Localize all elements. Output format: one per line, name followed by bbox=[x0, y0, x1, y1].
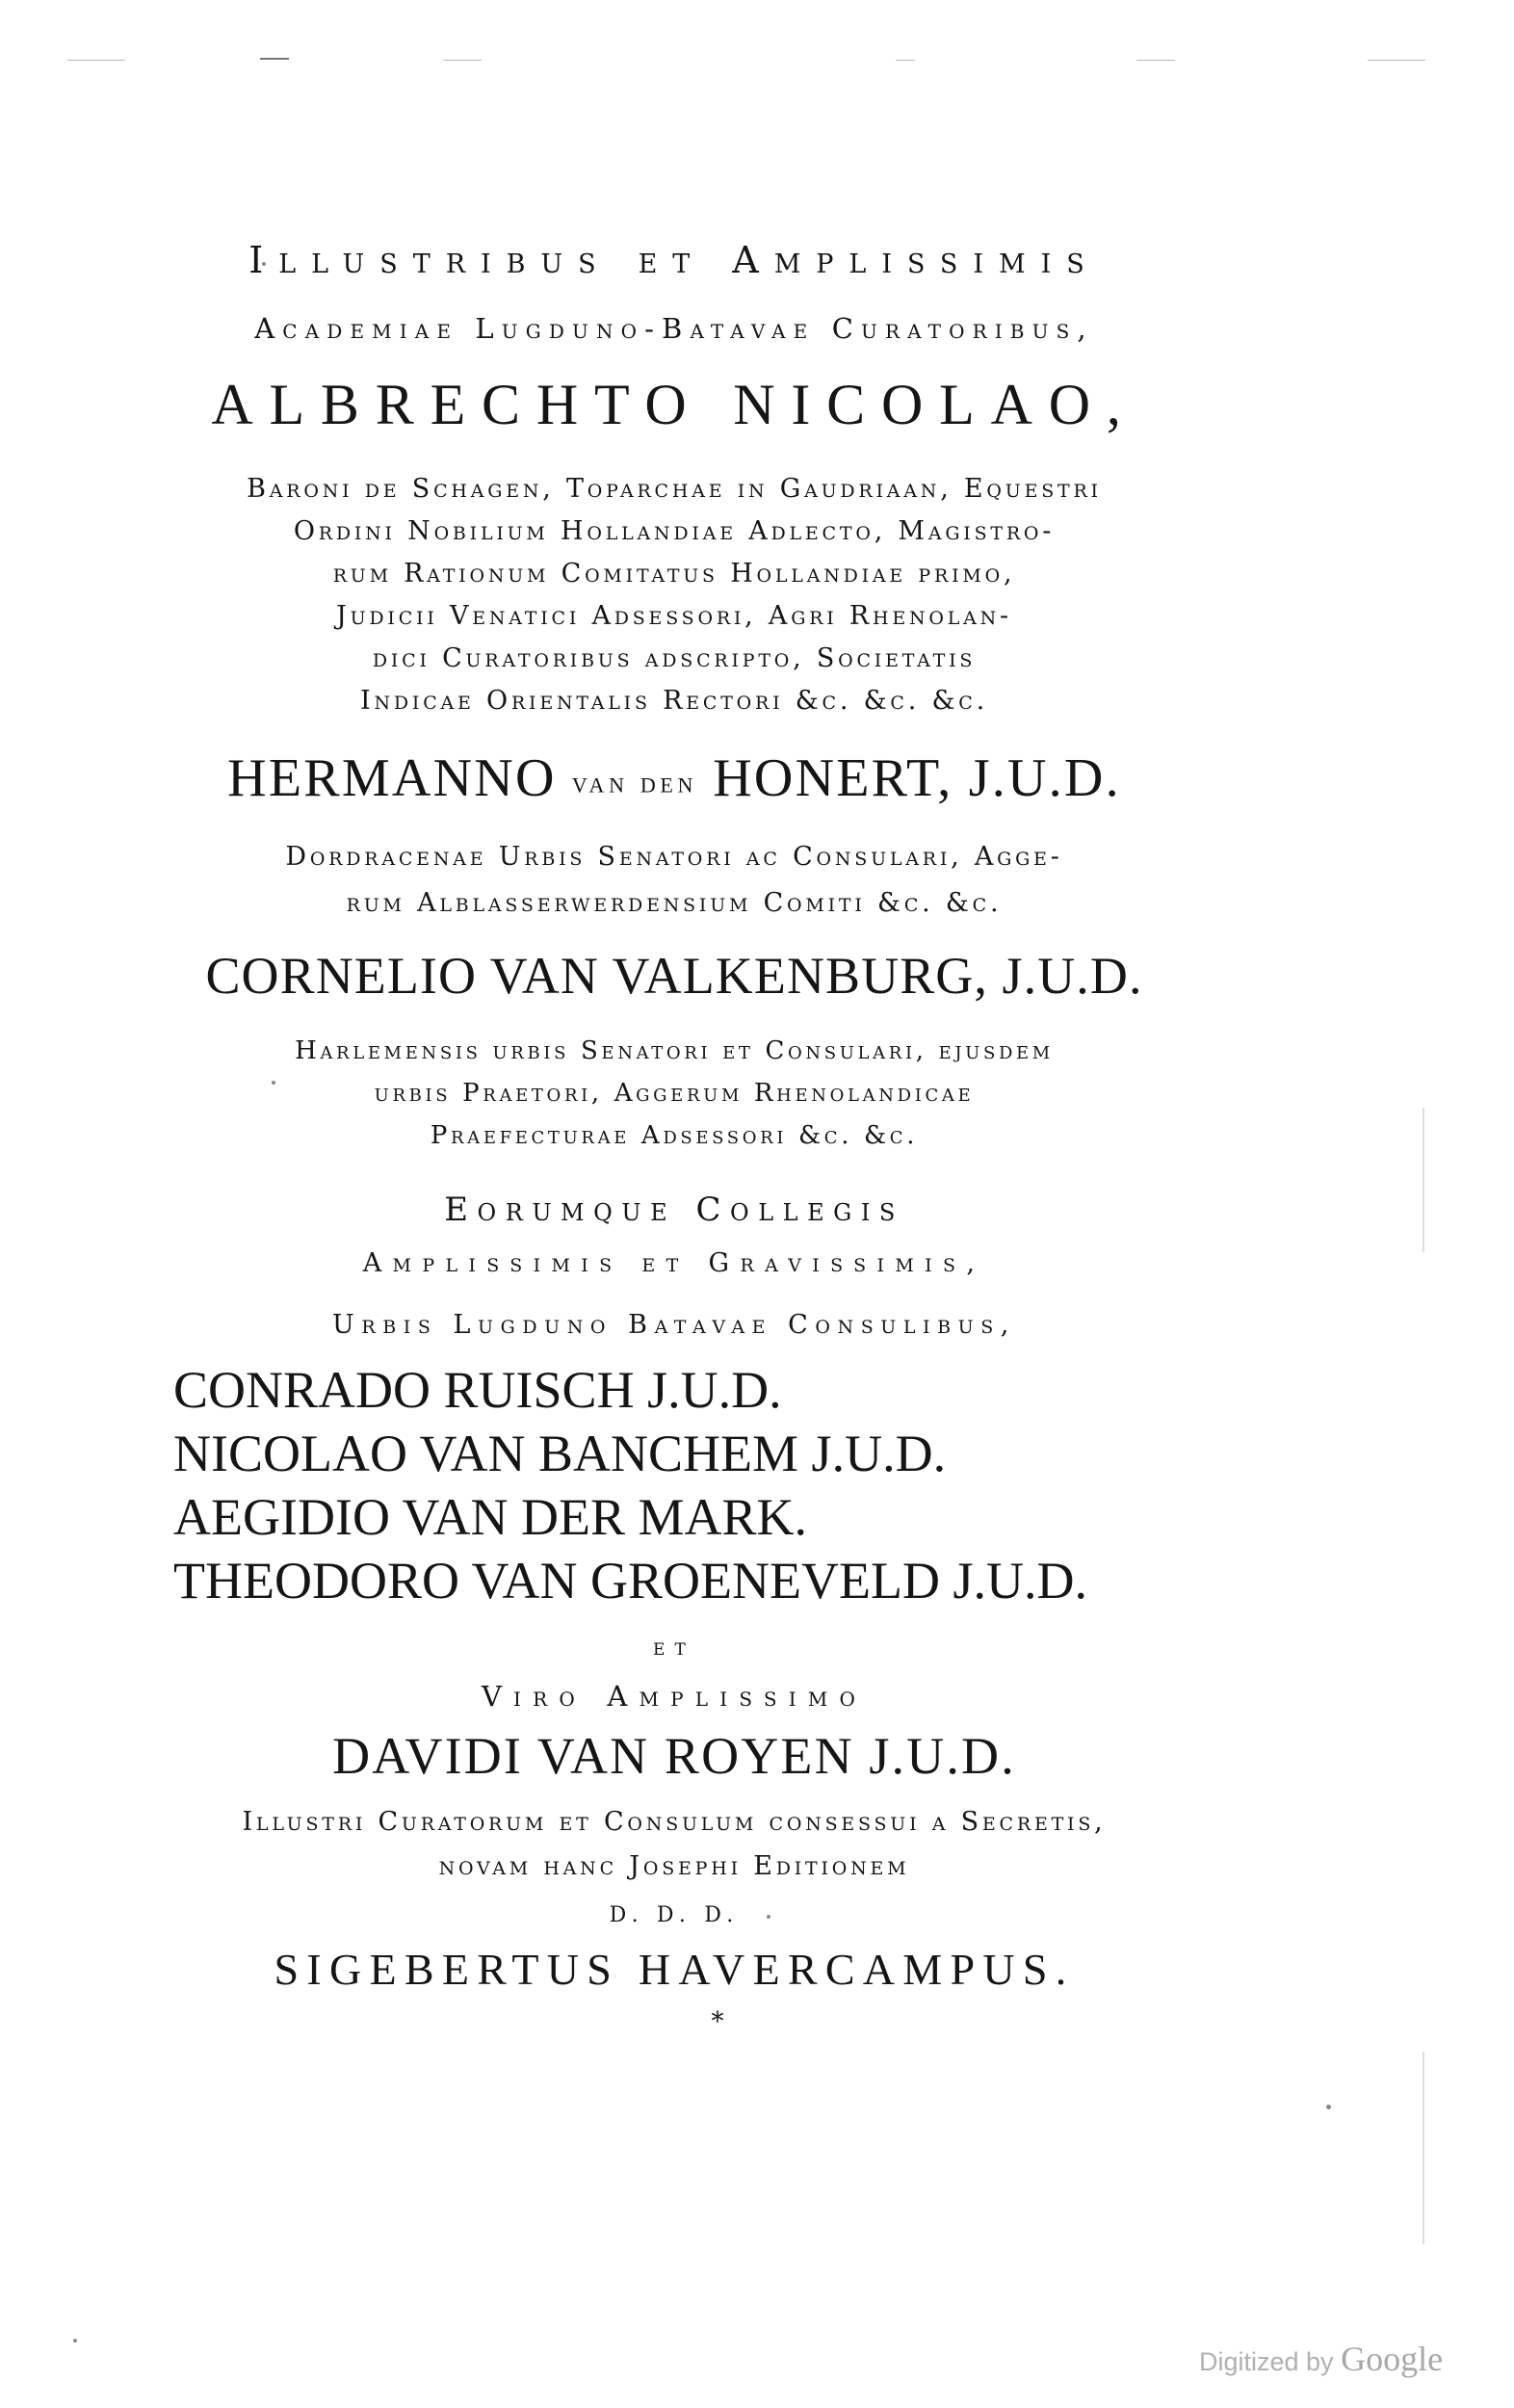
author-name: SIGEBERTUS HAVERCAMPUS. bbox=[274, 1945, 1075, 1994]
top-margin-mark bbox=[1368, 60, 1425, 61]
curator-2-name bbox=[135, 747, 1214, 809]
curator-2-name-first: HERMANNO bbox=[227, 748, 557, 808]
dedication-line-2: Academiae Lugduno-Batavae Curatoribus, bbox=[254, 312, 1094, 345]
ddd-line: D. D. D. bbox=[609, 1903, 740, 1927]
curator-3-name: CORNELIO VAN VALKENBURG, J.U.D. bbox=[205, 947, 1143, 1005]
curator-3-title-line: Praefecturae Adsessori &c. &c. bbox=[430, 1121, 919, 1150]
curator-1-title-line: Baroni de Schagen, Toparchae in Gaudriaan, Equestri bbox=[247, 474, 1102, 504]
colleagues-line-2: Amplissimis et Gravissimis, bbox=[362, 1248, 986, 1278]
watermark-prefix: Digitized by bbox=[1199, 2347, 1334, 2376]
secretary-title-line: Illustri Curatorum et Consulum consessui a Secretis, bbox=[242, 1807, 1107, 1837]
ink-speck bbox=[1326, 2105, 1331, 2109]
curator-2-title-line: Dordracenae Urbis Senatori ac Consulari, Agge- bbox=[285, 842, 1063, 872]
curator-1-title-line: rum Rationum Comitatus Hollandiae primo, bbox=[332, 559, 1016, 589]
top-margin-mark bbox=[260, 58, 289, 60]
top-margin-mark bbox=[443, 60, 482, 61]
right-margin-rule bbox=[1423, 2052, 1424, 2244]
top-margin-mark bbox=[896, 60, 915, 61]
consul-name: THEODORO VAN GROENEVELD J.U.D. bbox=[173, 1552, 1087, 1610]
curator-1-title-line: Indicae Orientalis Rectori &c. &c. &c. bbox=[360, 686, 988, 716]
curator-3-title-line: Harlemensis urbis Senatori et Consulari, ejusdem bbox=[295, 1036, 1054, 1065]
curator-2-title-line: rum Alblasserwerdensium Comiti &c. &c. bbox=[346, 888, 1003, 918]
curator-1-title-line: Ordini Nobilium Hollandiae Adlecto, Magistro- bbox=[293, 516, 1056, 546]
curator-1-title-line: dici Curatoribus adscripto, Societatis bbox=[372, 643, 977, 673]
consul-name: NICOLAO VAN BANCHEM J.U.D. bbox=[173, 1425, 947, 1482]
dedication-line-1: Illustribus et Amplissimis bbox=[248, 239, 1100, 281]
curator-1-name: ALBRECHTO NICOLAO, bbox=[211, 373, 1137, 436]
curator-3-title-line: urbis Praetori, Aggerum Rhenolandicae bbox=[374, 1079, 975, 1108]
google-logo: Google bbox=[1341, 2340, 1444, 2378]
ink-speck bbox=[73, 2339, 77, 2343]
curator-2-name-particle: van den bbox=[571, 766, 697, 799]
signature-mark-star: * bbox=[711, 2007, 724, 2036]
top-margin-mark bbox=[1136, 60, 1175, 61]
digitized-watermark bbox=[1199, 2339, 1443, 2379]
top-margin-mark bbox=[67, 60, 125, 61]
consul-name: CONRADO RUISCH J.U.D. bbox=[173, 1361, 782, 1419]
curator-1-title-line: Judicii Venatici Adsessori, Agri Rhenolan- bbox=[336, 601, 1012, 631]
colleagues-line-1: Eorumque Collegis bbox=[444, 1191, 904, 1229]
conjunction-et: et bbox=[653, 1634, 695, 1661]
viro-line: Viro Amplissimo bbox=[481, 1680, 868, 1713]
right-margin-rule bbox=[1423, 1108, 1424, 1252]
colleagues-line-3: Urbis Lugduno Batavae Consulibus, bbox=[332, 1310, 1016, 1340]
secretary-name: DAVIDI VAN ROYEN J.U.D. bbox=[332, 1727, 1016, 1785]
secretary-title-line: novam hanc Josephi Editionem bbox=[438, 1851, 910, 1881]
curator-2-name-last: HONERT, J.U.D. bbox=[713, 748, 1121, 808]
consul-name: AEGIDIO VAN DER MARK. bbox=[173, 1488, 808, 1546]
